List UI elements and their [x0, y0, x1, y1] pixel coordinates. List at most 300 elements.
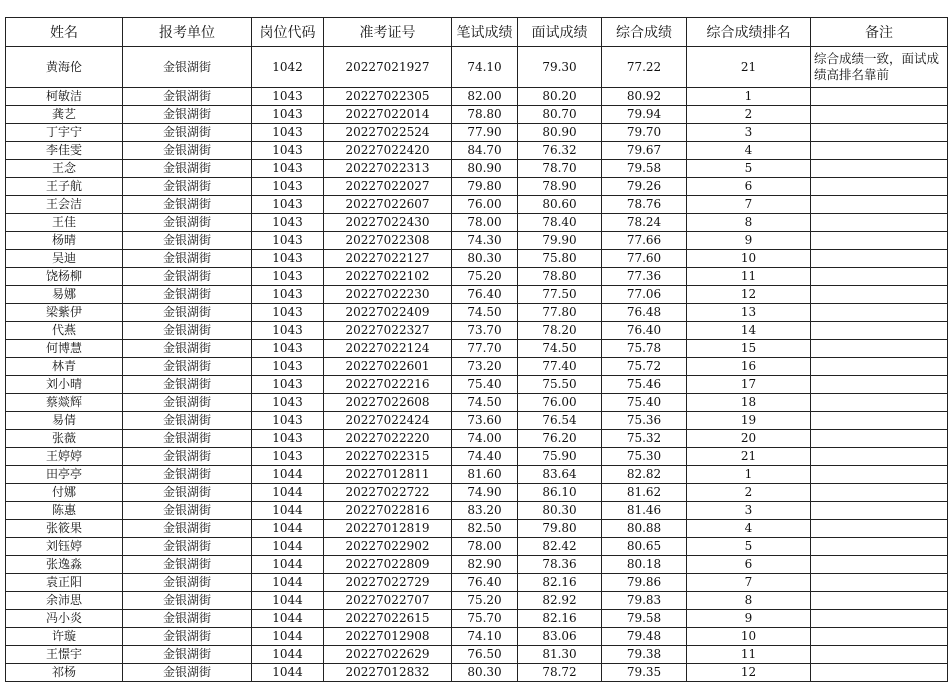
- cell-ticket-no: 20227022629: [324, 646, 452, 664]
- table-row: [6, 502, 948, 520]
- cell-remark: [811, 574, 948, 592]
- cell-total-score: 78.24: [602, 214, 687, 232]
- cell-remark: [811, 286, 948, 304]
- cell-unit: 金银湖街: [123, 250, 252, 268]
- cell-post-code: 1043: [252, 124, 324, 142]
- cell-total-score: 75.46: [602, 376, 687, 394]
- cell-unit: 金银湖街: [123, 466, 252, 484]
- cell-rank: 2: [687, 484, 811, 502]
- cell-written-score: 78.80: [452, 106, 518, 124]
- cell-written-score: 82.90: [452, 556, 518, 574]
- cell-interview-score: 80.70: [518, 106, 602, 124]
- cell-total-score: 76.40: [602, 322, 687, 340]
- cell-unit: 金银湖街: [123, 556, 252, 574]
- cell-name: 王念: [6, 160, 123, 178]
- cell-remark: [811, 466, 948, 484]
- cell-ticket-no: 20227022902: [324, 538, 452, 556]
- cell-name: 张薇: [6, 430, 123, 448]
- cell-remark: [811, 430, 948, 448]
- header-remark: 备注: [811, 18, 948, 47]
- cell-post-code: 1042: [252, 47, 324, 88]
- cell-total-score: 80.88: [602, 520, 687, 538]
- cell-interview-score: 78.70: [518, 160, 602, 178]
- cell-ticket-no: 20227022124: [324, 340, 452, 358]
- cell-name: 梁紫伊: [6, 304, 123, 322]
- cell-name: 冯小炎: [6, 610, 123, 628]
- cell-name: 何博慧: [6, 340, 123, 358]
- cell-post-code: 1043: [252, 232, 324, 250]
- cell-unit: 金银湖街: [123, 358, 252, 376]
- cell-name: 王婷婷: [6, 448, 123, 466]
- cell-rank: 5: [687, 538, 811, 556]
- cell-unit: 金银湖街: [123, 88, 252, 106]
- cell-remark: [811, 592, 948, 610]
- cell-total-score: 77.36: [602, 268, 687, 286]
- cell-interview-score: 77.40: [518, 358, 602, 376]
- cell-rank: 12: [687, 286, 811, 304]
- cell-rank: 8: [687, 214, 811, 232]
- cell-post-code: 1043: [252, 358, 324, 376]
- cell-post-code: 1044: [252, 466, 324, 484]
- table-row: [6, 268, 948, 286]
- cell-ticket-no: 20227022216: [324, 376, 452, 394]
- table-row: [6, 124, 948, 142]
- cell-total-score: 79.38: [602, 646, 687, 664]
- cell-remark: [811, 106, 948, 124]
- cell-total-score: 79.94: [602, 106, 687, 124]
- cell-rank: 1: [687, 88, 811, 106]
- table-row: [6, 610, 948, 628]
- cell-post-code: 1044: [252, 502, 324, 520]
- cell-written-score: 84.70: [452, 142, 518, 160]
- cell-interview-score: 76.20: [518, 430, 602, 448]
- cell-name: 柯敏洁: [6, 88, 123, 106]
- cell-total-score: 77.22: [602, 47, 687, 88]
- cell-rank: 12: [687, 664, 811, 682]
- cell-rank: 20: [687, 430, 811, 448]
- cell-unit: 金银湖街: [123, 124, 252, 142]
- cell-interview-score: 75.50: [518, 376, 602, 394]
- cell-remark: [811, 556, 948, 574]
- cell-name: 龚艺: [6, 106, 123, 124]
- cell-written-score: 75.40: [452, 376, 518, 394]
- cell-rank: 19: [687, 412, 811, 430]
- header-name: 姓名: [6, 18, 123, 47]
- cell-total-score: 79.26: [602, 178, 687, 196]
- cell-ticket-no: 20227022014: [324, 106, 452, 124]
- header-ticket-no: 准考证号: [324, 18, 452, 47]
- cell-rank: 1: [687, 466, 811, 484]
- cell-post-code: 1044: [252, 574, 324, 592]
- cell-written-score: 78.00: [452, 214, 518, 232]
- cell-rank: 13: [687, 304, 811, 322]
- cell-unit: 金银湖街: [123, 538, 252, 556]
- cell-total-score: 77.60: [602, 250, 687, 268]
- cell-total-score: 79.58: [602, 160, 687, 178]
- cell-name: 袁正阳: [6, 574, 123, 592]
- cell-unit: 金银湖街: [123, 340, 252, 358]
- cell-total-score: 77.66: [602, 232, 687, 250]
- cell-written-score: 80.90: [452, 160, 518, 178]
- cell-ticket-no: 20227022220: [324, 430, 452, 448]
- table-row: [6, 520, 948, 538]
- cell-post-code: 1043: [252, 340, 324, 358]
- cell-name: 王会洁: [6, 196, 123, 214]
- cell-interview-score: 78.72: [518, 664, 602, 682]
- cell-post-code: 1043: [252, 322, 324, 340]
- cell-remark: [811, 610, 948, 628]
- cell-written-score: 75.70: [452, 610, 518, 628]
- cell-interview-score: 78.20: [518, 322, 602, 340]
- cell-rank: 6: [687, 556, 811, 574]
- cell-interview-score: 74.50: [518, 340, 602, 358]
- cell-interview-score: 75.90: [518, 448, 602, 466]
- cell-name: 王憬宇: [6, 646, 123, 664]
- cell-rank: 11: [687, 268, 811, 286]
- cell-written-score: 73.70: [452, 322, 518, 340]
- cell-unit: 金银湖街: [123, 106, 252, 124]
- cell-unit: 金银湖街: [123, 232, 252, 250]
- cell-name: 田亭亭: [6, 466, 123, 484]
- table-row: [6, 646, 948, 664]
- cell-name: 丁宇宁: [6, 124, 123, 142]
- cell-post-code: 1043: [252, 250, 324, 268]
- cell-written-score: 75.20: [452, 592, 518, 610]
- cell-name: 吴迪: [6, 250, 123, 268]
- cell-remark: [811, 628, 948, 646]
- cell-ticket-no: 20227022315: [324, 448, 452, 466]
- cell-unit: 金银湖街: [123, 376, 252, 394]
- cell-rank: 6: [687, 178, 811, 196]
- cell-written-score: 74.10: [452, 47, 518, 88]
- header-written-score: 笔试成绩: [452, 18, 518, 47]
- cell-interview-score: 86.10: [518, 484, 602, 502]
- cell-post-code: 1044: [252, 664, 324, 682]
- cell-remark: [811, 88, 948, 106]
- cell-remark: [811, 376, 948, 394]
- cell-rank: 10: [687, 250, 811, 268]
- cell-written-score: 73.60: [452, 412, 518, 430]
- cell-interview-score: 81.30: [518, 646, 602, 664]
- cell-unit: 金银湖街: [123, 646, 252, 664]
- cell-interview-score: 78.40: [518, 214, 602, 232]
- cell-total-score: 76.48: [602, 304, 687, 322]
- cell-ticket-no: 20227022601: [324, 358, 452, 376]
- cell-ticket-no: 20227022607: [324, 196, 452, 214]
- table-row: [6, 106, 948, 124]
- cell-total-score: 79.48: [602, 628, 687, 646]
- cell-ticket-no: 20227022305: [324, 88, 452, 106]
- cell-post-code: 1043: [252, 214, 324, 232]
- cell-written-score: 79.80: [452, 178, 518, 196]
- cell-interview-score: 80.30: [518, 502, 602, 520]
- cell-ticket-no: 20227022722: [324, 484, 452, 502]
- cell-total-score: 82.82: [602, 466, 687, 484]
- cell-unit: 金银湖街: [123, 322, 252, 340]
- cell-rank: 3: [687, 502, 811, 520]
- cell-name: 林青: [6, 358, 123, 376]
- cell-remark: [811, 196, 948, 214]
- cell-ticket-no: 20227022816: [324, 502, 452, 520]
- cell-post-code: 1043: [252, 106, 324, 124]
- cell-remark: [811, 214, 948, 232]
- cell-remark: [811, 160, 948, 178]
- cell-total-score: 80.18: [602, 556, 687, 574]
- cell-written-score: 73.20: [452, 358, 518, 376]
- header-total-score: 综合成绩: [602, 18, 687, 47]
- cell-total-score: 79.67: [602, 142, 687, 160]
- cell-written-score: 76.40: [452, 286, 518, 304]
- cell-name: 王子航: [6, 178, 123, 196]
- cell-rank: 7: [687, 196, 811, 214]
- cell-post-code: 1043: [252, 394, 324, 412]
- cell-total-score: 80.65: [602, 538, 687, 556]
- cell-rank: 9: [687, 610, 811, 628]
- cell-unit: 金银湖街: [123, 214, 252, 232]
- cell-rank: 15: [687, 340, 811, 358]
- table-row: [6, 556, 948, 574]
- cell-written-score: 74.10: [452, 628, 518, 646]
- table-row: [6, 304, 948, 322]
- cell-unit: 金银湖街: [123, 286, 252, 304]
- table-row: [6, 484, 948, 502]
- cell-name: 李佳雯: [6, 142, 123, 160]
- cell-unit: 金银湖街: [123, 520, 252, 538]
- cell-name: 饶杨柳: [6, 268, 123, 286]
- score-sheet: [5, 17, 948, 682]
- cell-rank: 18: [687, 394, 811, 412]
- cell-post-code: 1044: [252, 628, 324, 646]
- table-row: [6, 322, 948, 340]
- cell-interview-score: 76.54: [518, 412, 602, 430]
- cell-post-code: 1043: [252, 376, 324, 394]
- cell-interview-score: 79.30: [518, 47, 602, 88]
- cell-total-score: 79.35: [602, 664, 687, 682]
- cell-interview-score: 78.80: [518, 268, 602, 286]
- cell-total-score: 77.06: [602, 286, 687, 304]
- cell-remark: [811, 358, 948, 376]
- cell-total-score: 75.78: [602, 340, 687, 358]
- cell-interview-score: 75.80: [518, 250, 602, 268]
- cell-post-code: 1044: [252, 520, 324, 538]
- cell-interview-score: 82.16: [518, 574, 602, 592]
- cell-remark: [811, 646, 948, 664]
- cell-interview-score: 80.90: [518, 124, 602, 142]
- cell-remark: [811, 304, 948, 322]
- cell-remark: [811, 502, 948, 520]
- cell-total-score: 79.70: [602, 124, 687, 142]
- table-row: [6, 196, 948, 214]
- cell-remark: [811, 520, 948, 538]
- cell-ticket-no: 20227022608: [324, 394, 452, 412]
- cell-unit: 金银湖街: [123, 448, 252, 466]
- cell-post-code: 1044: [252, 556, 324, 574]
- cell-ticket-no: 20227012908: [324, 628, 452, 646]
- cell-ticket-no: 20227022809: [324, 556, 452, 574]
- cell-written-score: 74.30: [452, 232, 518, 250]
- table-row: [6, 340, 948, 358]
- cell-written-score: 76.00: [452, 196, 518, 214]
- cell-name: 祁杨: [6, 664, 123, 682]
- cell-ticket-no: 20227022420: [324, 142, 452, 160]
- cell-written-score: 75.20: [452, 268, 518, 286]
- cell-total-score: 75.40: [602, 394, 687, 412]
- cell-written-score: 78.00: [452, 538, 518, 556]
- table-row: [6, 448, 948, 466]
- cell-written-score: 76.40: [452, 574, 518, 592]
- table-row: [6, 538, 948, 556]
- cell-remark: [811, 538, 948, 556]
- cell-rank: 3: [687, 124, 811, 142]
- table-row: [6, 47, 948, 88]
- cell-rank: 2: [687, 106, 811, 124]
- cell-ticket-no: 20227022707: [324, 592, 452, 610]
- cell-rank: 5: [687, 160, 811, 178]
- cell-name: 王佳: [6, 214, 123, 232]
- cell-post-code: 1043: [252, 304, 324, 322]
- table-row: [6, 430, 948, 448]
- table-row: [6, 232, 948, 250]
- cell-rank: 16: [687, 358, 811, 376]
- table-row: [6, 286, 948, 304]
- cell-interview-score: 77.80: [518, 304, 602, 322]
- cell-unit: 金银湖街: [123, 502, 252, 520]
- cell-remark: [811, 394, 948, 412]
- cell-rank: 7: [687, 574, 811, 592]
- cell-name: 蔡燚辉: [6, 394, 123, 412]
- cell-name: 易娜: [6, 286, 123, 304]
- cell-ticket-no: 20227022524: [324, 124, 452, 142]
- cell-name: 陈惠: [6, 502, 123, 520]
- table-row: [6, 88, 948, 106]
- table-row: [6, 376, 948, 394]
- cell-total-score: 81.62: [602, 484, 687, 502]
- cell-interview-score: 83.64: [518, 466, 602, 484]
- cell-remark: [811, 232, 948, 250]
- cell-written-score: 77.70: [452, 340, 518, 358]
- cell-total-score: 75.72: [602, 358, 687, 376]
- table-row: [6, 178, 948, 196]
- cell-post-code: 1044: [252, 538, 324, 556]
- table-row: [6, 142, 948, 160]
- cell-post-code: 1043: [252, 268, 324, 286]
- cell-name: 余沛思: [6, 592, 123, 610]
- cell-written-score: 80.30: [452, 664, 518, 682]
- cell-post-code: 1044: [252, 646, 324, 664]
- cell-total-score: 79.83: [602, 592, 687, 610]
- table-row: [6, 628, 948, 646]
- cell-name: 易倩: [6, 412, 123, 430]
- cell-total-score: 75.36: [602, 412, 687, 430]
- cell-written-score: 74.50: [452, 304, 518, 322]
- cell-rank: 4: [687, 142, 811, 160]
- cell-unit: 金银湖街: [123, 178, 252, 196]
- cell-written-score: 77.90: [452, 124, 518, 142]
- cell-name: 黄海伦: [6, 47, 123, 88]
- cell-post-code: 1043: [252, 412, 324, 430]
- cell-interview-score: 79.90: [518, 232, 602, 250]
- cell-ticket-no: 20227012819: [324, 520, 452, 538]
- cell-post-code: 1043: [252, 196, 324, 214]
- cell-name: 刘钰婷: [6, 538, 123, 556]
- cell-interview-score: 82.92: [518, 592, 602, 610]
- cell-written-score: 82.00: [452, 88, 518, 106]
- cell-remark: [811, 448, 948, 466]
- cell-written-score: 76.50: [452, 646, 518, 664]
- cell-ticket-no: 20227022027: [324, 178, 452, 196]
- cell-unit: 金银湖街: [123, 628, 252, 646]
- cell-unit: 金银湖街: [123, 484, 252, 502]
- cell-unit: 金银湖街: [123, 196, 252, 214]
- table-row: [6, 664, 948, 682]
- cell-written-score: 74.50: [452, 394, 518, 412]
- header-rank: 综合成绩排名: [687, 18, 811, 47]
- cell-name: 代燕: [6, 322, 123, 340]
- cell-written-score: 82.50: [452, 520, 518, 538]
- cell-interview-score: 80.60: [518, 196, 602, 214]
- cell-written-score: 74.90: [452, 484, 518, 502]
- table-row: [6, 466, 948, 484]
- cell-post-code: 1043: [252, 178, 324, 196]
- cell-remark: [811, 664, 948, 682]
- table-row: [6, 160, 948, 178]
- cell-rank: 21: [687, 448, 811, 466]
- cell-unit: 金银湖街: [123, 160, 252, 178]
- table-row: [6, 214, 948, 232]
- cell-written-score: 80.30: [452, 250, 518, 268]
- cell-ticket-no: 20227022424: [324, 412, 452, 430]
- cell-rank: 14: [687, 322, 811, 340]
- cell-remark: [811, 124, 948, 142]
- table-row: [6, 394, 948, 412]
- cell-ticket-no: 20227022230: [324, 286, 452, 304]
- cell-ticket-no: 20227022430: [324, 214, 452, 232]
- cell-ticket-no: 20227022615: [324, 610, 452, 628]
- cell-unit: 金银湖街: [123, 142, 252, 160]
- cell-name: 杨晴: [6, 232, 123, 250]
- cell-post-code: 1044: [252, 484, 324, 502]
- cell-interview-score: 82.16: [518, 610, 602, 628]
- cell-total-score: 75.30: [602, 448, 687, 466]
- table-row: [6, 412, 948, 430]
- cell-name: 张筱果: [6, 520, 123, 538]
- cell-interview-score: 80.20: [518, 88, 602, 106]
- cell-total-score: 80.92: [602, 88, 687, 106]
- cell-ticket-no: 20227022102: [324, 268, 452, 286]
- table-row: [6, 592, 948, 610]
- cell-interview-score: 76.00: [518, 394, 602, 412]
- cell-remark: [811, 250, 948, 268]
- cell-rank: 17: [687, 376, 811, 394]
- cell-total-score: 78.76: [602, 196, 687, 214]
- cell-interview-score: 76.32: [518, 142, 602, 160]
- cell-remark: [811, 412, 948, 430]
- cell-unit: 金银湖街: [123, 592, 252, 610]
- cell-total-score: 75.32: [602, 430, 687, 448]
- cell-post-code: 1043: [252, 160, 324, 178]
- cell-interview-score: 77.50: [518, 286, 602, 304]
- cell-post-code: 1043: [252, 142, 324, 160]
- cell-ticket-no: 20227022409: [324, 304, 452, 322]
- cell-remark: [811, 178, 948, 196]
- cell-unit: 金银湖街: [123, 412, 252, 430]
- cell-ticket-no: 20227021927: [324, 47, 452, 88]
- cell-interview-score: 78.90: [518, 178, 602, 196]
- cell-unit: 金银湖街: [123, 304, 252, 322]
- header-interview-score: 面试成绩: [518, 18, 602, 47]
- cell-ticket-no: 20227022729: [324, 574, 452, 592]
- cell-ticket-no: 20227012811: [324, 466, 452, 484]
